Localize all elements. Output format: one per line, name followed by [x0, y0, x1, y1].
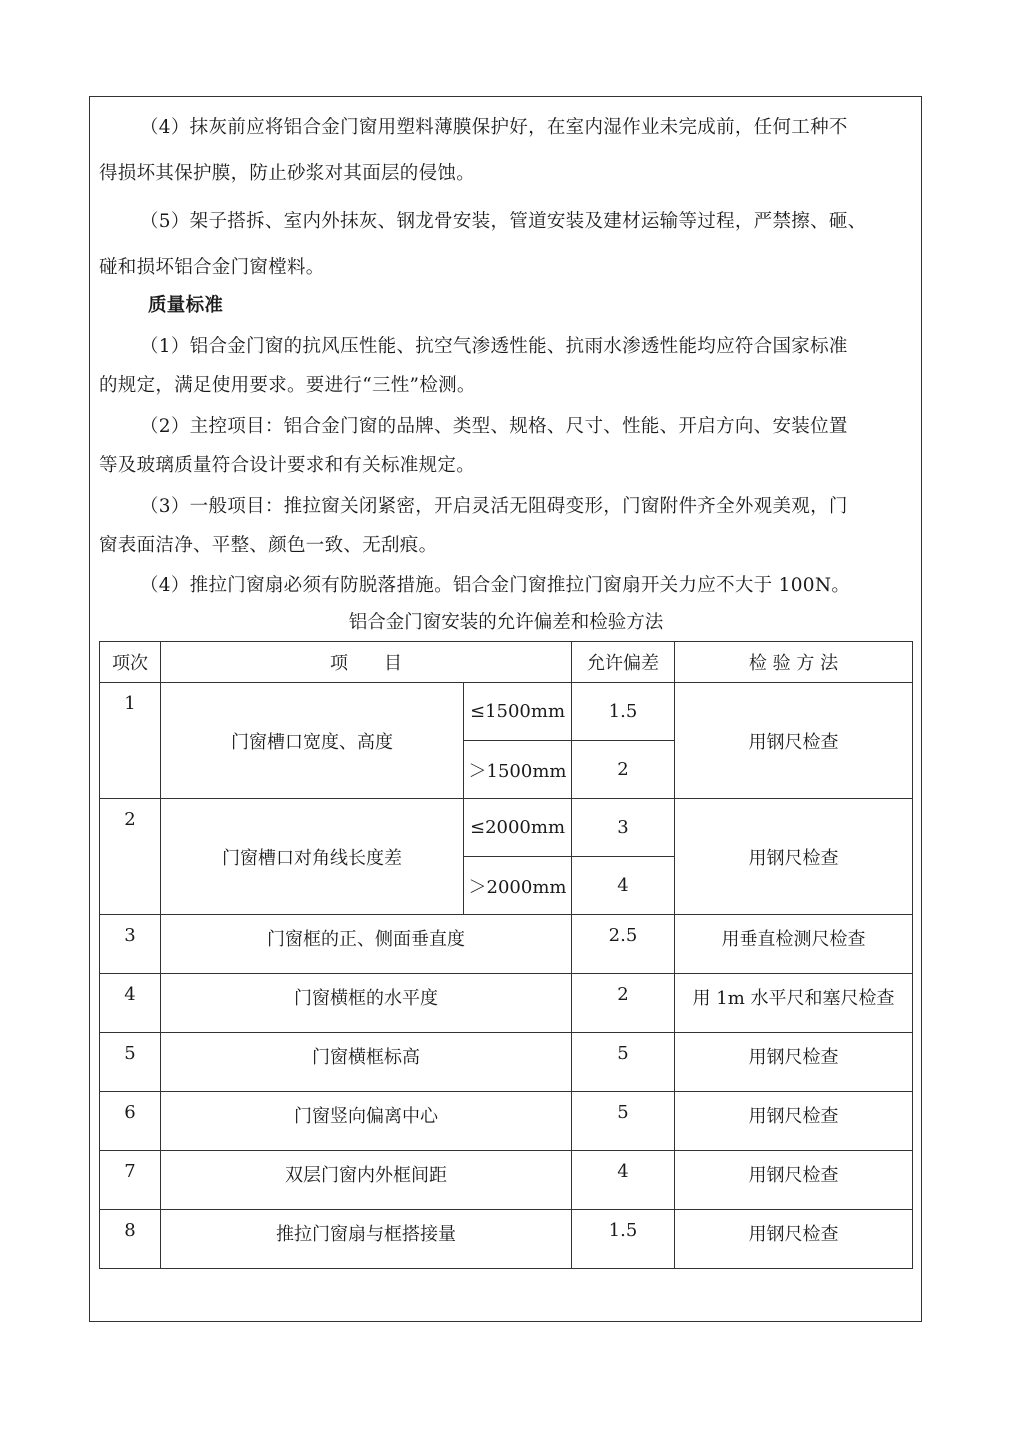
- table-row: [100, 915, 913, 974]
- row-item: 门窗框的正、侧面垂直度: [161, 915, 572, 974]
- tolerance-table: [99, 641, 913, 1269]
- table-row: [100, 1210, 913, 1269]
- row-item: 推拉门窗扇与框搭接量: [161, 1210, 572, 1269]
- quality-1-line1: （1）铝合金门窗的抗风压性能、抗空气渗透性能、抗雨水渗透性能均应符合国家标准: [140, 336, 848, 357]
- row-method: 用钢尺检查: [675, 1151, 913, 1210]
- row-no: 5: [100, 1033, 161, 1092]
- table-caption: 铝合金门窗安装的允许偏差和检验方法: [348, 612, 664, 633]
- row-no: 3: [100, 915, 161, 974]
- row-tolerance: 2: [572, 974, 675, 1033]
- table-row: [100, 683, 913, 741]
- row-item: 双层门窗内外框间距: [161, 1151, 572, 1210]
- row-condition: ≤2000mm: [464, 799, 572, 857]
- row-no: 2: [100, 799, 161, 915]
- row-item: 门窗横框的水平度: [161, 974, 572, 1033]
- row-item: 门窗横框标高: [161, 1033, 572, 1092]
- table-row: [100, 799, 913, 857]
- section-heading: 质量标准: [148, 295, 224, 316]
- row-tolerance: 5: [572, 1033, 675, 1092]
- row-no: 8: [100, 1210, 161, 1269]
- row-condition: ≤1500mm: [464, 683, 572, 741]
- row-tolerance: 2: [572, 741, 675, 799]
- quality-3-line1: （3）一般项目：推拉窗关闭紧密，开启灵活无阻碍变形，门窗附件齐全外观美观，门: [140, 496, 848, 517]
- table-header-row: [100, 642, 913, 683]
- row-method: 用钢尺检查: [675, 1092, 913, 1151]
- row-item: 门窗槽口宽度、高度: [161, 683, 464, 799]
- row-method: 用垂直检测尺检查: [675, 915, 913, 974]
- table-row: [100, 974, 913, 1033]
- row-no: 6: [100, 1092, 161, 1151]
- quality-2-line2: 等及玻璃质量符合设计要求和有关标准规定。: [99, 455, 476, 476]
- table-row: [100, 1033, 913, 1092]
- header-item: 项 目: [161, 642, 572, 683]
- row-no: 7: [100, 1151, 161, 1210]
- quality-1-line2: 的规定，满足使用要求。要进行“三性”检测。: [99, 375, 476, 396]
- row-method: 用钢尺检查: [675, 1210, 913, 1269]
- row-tolerance: 4: [572, 1151, 675, 1210]
- row-tolerance: 1.5: [572, 683, 675, 741]
- paragraph-4-line1: （4）抹灰前应将铝合金门窗用塑料薄膜保护好，在室内湿作业未完成前，任何工种不: [140, 117, 848, 138]
- paragraph-5-line1: （5）架子搭拆、室内外抹灰、钢龙骨安装，管道安装及建材运输等过程，严禁擦、砸、: [140, 211, 867, 232]
- row-no: 1: [100, 683, 161, 799]
- row-item: 门窗槽口对角线长度差: [161, 799, 464, 915]
- header-no: 项次: [100, 642, 161, 683]
- table-row: [100, 1151, 913, 1210]
- header-tolerance: 允许偏差: [572, 642, 675, 683]
- row-item: 门窗竖向偏离中心: [161, 1092, 572, 1151]
- row-tolerance: 4: [572, 857, 675, 915]
- paragraph-4-line2: 得损坏其保护膜，防止砂浆对其面层的侵蚀。: [99, 163, 476, 184]
- header-method: 检 验 方 法: [675, 642, 913, 683]
- table-row: [100, 1092, 913, 1151]
- row-tolerance: 2.5: [572, 915, 675, 974]
- row-no: 4: [100, 974, 161, 1033]
- row-condition: ＞1500mm: [464, 741, 572, 799]
- row-tolerance: 5: [572, 1092, 675, 1151]
- quality-2-line1: （2）主控项目：铝合金门窗的品牌、类型、规格、尺寸、性能、开启方向、安装位置: [140, 416, 848, 437]
- quality-3-line2: 窗表面洁净、平整、颜色一致、无刮痕。: [99, 535, 438, 556]
- paragraph-5-line2: 碰和损坏铝合金门窗樘料。: [99, 257, 325, 278]
- row-method: 用钢尺检查: [675, 683, 913, 799]
- row-method: 用钢尺检查: [675, 799, 913, 915]
- quality-4-line1: （4）推拉门窗扇必须有防脱落措施。铝合金门窗推拉门窗扇开关力应不大于 100N。: [140, 575, 851, 596]
- row-method: 用 1m 水平尺和塞尺检查: [675, 974, 913, 1033]
- row-method: 用钢尺检查: [675, 1033, 913, 1092]
- row-condition: ＞2000mm: [464, 857, 572, 915]
- row-tolerance: 3: [572, 799, 675, 857]
- row-tolerance: 1.5: [572, 1210, 675, 1269]
